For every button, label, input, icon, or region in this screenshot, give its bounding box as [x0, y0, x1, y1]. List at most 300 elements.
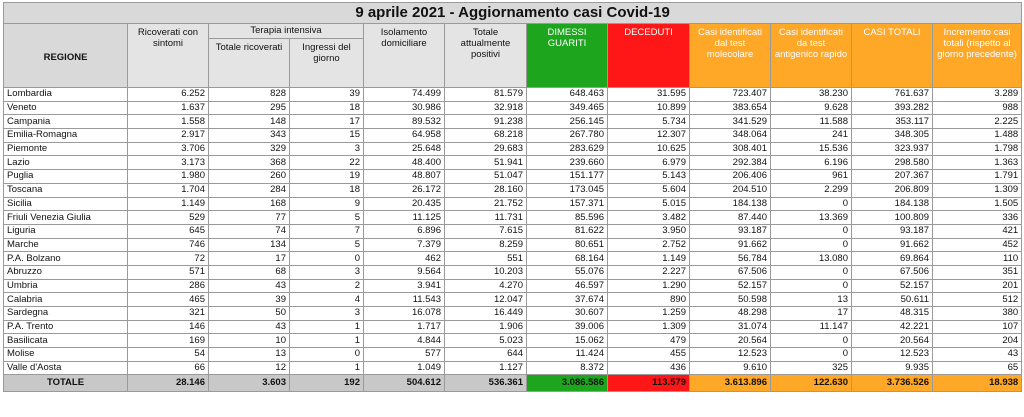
- value-cell: 11.543: [364, 293, 445, 307]
- value-cell: 988: [933, 101, 1022, 115]
- value-cell: 6.252: [128, 88, 209, 102]
- value-cell: 341.529: [690, 115, 771, 129]
- table-row: [4, 197, 1022, 211]
- region-cell: Puglia: [4, 170, 128, 184]
- value-cell: 343: [209, 129, 290, 143]
- value-cell: 746: [128, 238, 209, 252]
- value-cell: 1.127: [445, 361, 527, 375]
- value-cell: 571: [128, 265, 209, 279]
- value-cell: 551: [445, 252, 527, 266]
- value-cell: 28.160: [445, 183, 527, 197]
- value-cell: 0: [290, 348, 364, 362]
- value-cell: 55.076: [527, 265, 608, 279]
- value-cell: 1.717: [364, 320, 445, 334]
- value-cell: 51.047: [445, 170, 527, 184]
- value-cell: 9.628: [771, 101, 852, 115]
- value-cell: 64.958: [364, 129, 445, 143]
- value-cell: 157.371: [527, 197, 608, 211]
- col-header-isolamento: Isolamento domiciliare: [364, 24, 445, 88]
- table-row: [4, 183, 1022, 197]
- value-cell: 0: [771, 279, 852, 293]
- value-cell: 29.683: [445, 142, 527, 156]
- value-cell: 21.752: [445, 197, 527, 211]
- value-cell: 89.532: [364, 115, 445, 129]
- value-cell: 6.196: [771, 156, 852, 170]
- value-cell: 1.259: [608, 307, 690, 321]
- value-cell: 68: [209, 265, 290, 279]
- value-cell: 18: [290, 183, 364, 197]
- value-cell: 74.499: [364, 88, 445, 102]
- value-cell: 12: [209, 361, 290, 375]
- value-cell: 349.465: [527, 101, 608, 115]
- col-header-incremento: Incremento casi totali (rispetto al giorno precedente): [933, 24, 1022, 88]
- col-header-casi-totali: CASI TOTALI: [852, 24, 933, 88]
- table-row: [4, 320, 1022, 334]
- value-cell: 239.660: [527, 156, 608, 170]
- value-cell: 295: [209, 101, 290, 115]
- region-cell: Umbria: [4, 279, 128, 293]
- value-cell: 7.615: [445, 224, 527, 238]
- value-cell: 5.015: [608, 197, 690, 211]
- table-row: [4, 265, 1022, 279]
- value-cell: 30.986: [364, 101, 445, 115]
- value-cell: 15.536: [771, 142, 852, 156]
- region-cell: Piemonte: [4, 142, 128, 156]
- value-cell: 100.809: [852, 211, 933, 225]
- value-cell: 81.579: [445, 88, 527, 102]
- col-header-ricoverati: Ricoverati con sintomi: [128, 24, 209, 88]
- value-cell: 91.662: [690, 238, 771, 252]
- value-cell: 91.238: [445, 115, 527, 129]
- value-cell: 50.598: [690, 293, 771, 307]
- value-cell: 1: [290, 361, 364, 375]
- table-row: [4, 88, 1022, 102]
- value-cell: 1.791: [933, 170, 1022, 184]
- value-cell: 146: [128, 320, 209, 334]
- value-cell: 4.844: [364, 334, 445, 348]
- value-cell: 20.564: [690, 334, 771, 348]
- value-cell: 50: [209, 307, 290, 321]
- region-cell: Basilicata: [4, 334, 128, 348]
- value-cell: 3: [290, 142, 364, 156]
- value-cell: 2.752: [608, 238, 690, 252]
- value-cell: 5.604: [608, 183, 690, 197]
- value-cell: 67.506: [852, 265, 933, 279]
- region-cell: Veneto: [4, 101, 128, 115]
- value-cell: 67.506: [690, 265, 771, 279]
- region-cell: Campania: [4, 115, 128, 129]
- value-cell: 0: [771, 348, 852, 362]
- value-cell: 39: [209, 293, 290, 307]
- value-cell: 380: [933, 307, 1022, 321]
- value-cell: 761.637: [852, 88, 933, 102]
- table-row: [4, 101, 1022, 115]
- value-cell: 10.203: [445, 265, 527, 279]
- value-cell: 645: [128, 224, 209, 238]
- value-cell: 93.187: [852, 224, 933, 238]
- value-cell: 0: [771, 197, 852, 211]
- value-cell: 368: [209, 156, 290, 170]
- value-cell: 16.078: [364, 307, 445, 321]
- value-cell: 421: [933, 224, 1022, 238]
- value-cell: 1.363: [933, 156, 1022, 170]
- value-cell: 961: [771, 170, 852, 184]
- value-cell: 2.917: [128, 129, 209, 143]
- value-cell: 828: [209, 88, 290, 102]
- value-cell: 1.558: [128, 115, 209, 129]
- value-cell: 10: [209, 334, 290, 348]
- value-cell: 68.218: [445, 129, 527, 143]
- value-cell: 3.289: [933, 88, 1022, 102]
- value-cell: 169: [128, 334, 209, 348]
- page-title: 9 aprile 2021 - Aggiornamento casi Covid-19: [4, 3, 1022, 24]
- region-cell: Sicilia: [4, 197, 128, 211]
- value-cell: 452: [933, 238, 1022, 252]
- value-cell: 69.864: [852, 252, 933, 266]
- value-cell: 31.595: [608, 88, 690, 102]
- value-cell: 529: [128, 211, 209, 225]
- region-cell: Marche: [4, 238, 128, 252]
- value-cell: 577: [364, 348, 445, 362]
- value-cell: 80.651: [527, 238, 608, 252]
- col-header-antigenico: Casi identificati da test antigenico rapido: [771, 24, 852, 88]
- value-cell: 351: [933, 265, 1022, 279]
- value-cell: 3.086.586: [527, 375, 608, 392]
- table-row: [4, 156, 1022, 170]
- value-cell: 28.146: [128, 375, 209, 392]
- value-cell: 18.938: [933, 375, 1022, 392]
- value-cell: 1.637: [128, 101, 209, 115]
- value-cell: 9.564: [364, 265, 445, 279]
- value-cell: 1.906: [445, 320, 527, 334]
- value-cell: 353.117: [852, 115, 933, 129]
- value-cell: 122.630: [771, 375, 852, 392]
- value-cell: 11.424: [527, 348, 608, 362]
- value-cell: 336: [933, 211, 1022, 225]
- value-cell: 39.006: [527, 320, 608, 334]
- value-cell: 204: [933, 334, 1022, 348]
- value-cell: 6.979: [608, 156, 690, 170]
- value-cell: 393.282: [852, 101, 933, 115]
- value-cell: 260: [209, 170, 290, 184]
- region-cell: Valle d'Aosta: [4, 361, 128, 375]
- value-cell: 77: [209, 211, 290, 225]
- value-cell: 0: [771, 238, 852, 252]
- value-cell: 50.611: [852, 293, 933, 307]
- value-cell: 286: [128, 279, 209, 293]
- value-cell: 134: [209, 238, 290, 252]
- region-cell: Calabria: [4, 293, 128, 307]
- value-cell: 43: [209, 279, 290, 293]
- col-header-ingressi: Ingressi del giorno: [290, 39, 364, 88]
- value-cell: 17: [209, 252, 290, 266]
- value-cell: 17: [290, 115, 364, 129]
- value-cell: 151.177: [527, 170, 608, 184]
- value-cell: 465: [128, 293, 209, 307]
- value-cell: 107: [933, 320, 1022, 334]
- region-cell: Toscana: [4, 183, 128, 197]
- value-cell: 68.164: [527, 252, 608, 266]
- value-cell: 284: [209, 183, 290, 197]
- value-cell: 17: [771, 307, 852, 321]
- value-cell: 52.157: [690, 279, 771, 293]
- value-cell: 91.662: [852, 238, 933, 252]
- value-cell: 42.221: [852, 320, 933, 334]
- value-cell: 148: [209, 115, 290, 129]
- value-cell: 241: [771, 129, 852, 143]
- value-cell: 72: [128, 252, 209, 266]
- value-cell: 504.612: [364, 375, 445, 392]
- value-cell: 308.401: [690, 142, 771, 156]
- value-cell: 1.309: [933, 183, 1022, 197]
- value-cell: 5.734: [608, 115, 690, 129]
- region-cell: P.A. Trento: [4, 320, 128, 334]
- value-cell: 48.315: [852, 307, 933, 321]
- region-cell: Liguria: [4, 224, 128, 238]
- covid-table: [3, 2, 1022, 392]
- value-cell: 110: [933, 252, 1022, 266]
- value-cell: 6.896: [364, 224, 445, 238]
- value-cell: 192: [290, 375, 364, 392]
- value-cell: 7.379: [364, 238, 445, 252]
- value-cell: 0: [771, 265, 852, 279]
- value-cell: 3.736.526: [852, 375, 933, 392]
- value-cell: 1.488: [933, 129, 1022, 143]
- value-cell: 19: [290, 170, 364, 184]
- value-cell: 15: [290, 129, 364, 143]
- value-cell: 12.307: [608, 129, 690, 143]
- table-row: [4, 224, 1022, 238]
- col-header-positivi: Totale attualmente positivi: [445, 24, 527, 88]
- value-cell: 0: [290, 252, 364, 266]
- value-cell: 3.613.896: [690, 375, 771, 392]
- value-cell: 9.935: [852, 361, 933, 375]
- value-cell: 37.674: [527, 293, 608, 307]
- value-cell: 51.941: [445, 156, 527, 170]
- value-cell: 18: [290, 101, 364, 115]
- value-cell: 283.629: [527, 142, 608, 156]
- value-cell: 2.225: [933, 115, 1022, 129]
- col-header-terapia-intensiva: Terapia intensiva: [209, 24, 364, 39]
- value-cell: 5.023: [445, 334, 527, 348]
- region-cell: Emilia-Romagna: [4, 129, 128, 143]
- value-cell: 12.523: [852, 348, 933, 362]
- value-cell: 39: [290, 88, 364, 102]
- value-cell: 10.625: [608, 142, 690, 156]
- value-cell: 1.149: [608, 252, 690, 266]
- value-cell: 3: [290, 307, 364, 321]
- value-cell: 12.047: [445, 293, 527, 307]
- value-cell: 7: [290, 224, 364, 238]
- value-cell: 65: [933, 361, 1022, 375]
- value-cell: 11.731: [445, 211, 527, 225]
- value-cell: 9: [290, 197, 364, 211]
- value-cell: 204.510: [690, 183, 771, 197]
- col-header-dimessi: DIMESSI GUARITI: [527, 24, 608, 88]
- value-cell: 3.941: [364, 279, 445, 293]
- region-cell: P.A. Bolzano: [4, 252, 128, 266]
- table-row: [4, 142, 1022, 156]
- value-cell: 644: [445, 348, 527, 362]
- value-cell: 462: [364, 252, 445, 266]
- value-cell: 321: [128, 307, 209, 321]
- table-row: [4, 170, 1022, 184]
- value-cell: 173.045: [527, 183, 608, 197]
- table-row: [4, 252, 1022, 266]
- value-cell: 66: [128, 361, 209, 375]
- value-cell: 168: [209, 197, 290, 211]
- table-row: [4, 293, 1022, 307]
- value-cell: 9.610: [690, 361, 771, 375]
- value-cell: 184.138: [690, 197, 771, 211]
- value-cell: 13.080: [771, 252, 852, 266]
- value-cell: 113.579: [608, 375, 690, 392]
- value-cell: 3.173: [128, 156, 209, 170]
- value-cell: 0: [771, 224, 852, 238]
- value-cell: 5: [290, 238, 364, 252]
- table-row: [4, 279, 1022, 293]
- value-cell: 298.580: [852, 156, 933, 170]
- value-cell: 10.899: [608, 101, 690, 115]
- value-cell: 3.706: [128, 142, 209, 156]
- value-cell: 32.918: [445, 101, 527, 115]
- col-header-totale-ricoverati: Totale ricoverati: [209, 39, 290, 88]
- value-cell: 20.564: [852, 334, 933, 348]
- value-cell: 12.523: [690, 348, 771, 362]
- region-cell: Lombardia: [4, 88, 128, 102]
- value-cell: 0: [771, 334, 852, 348]
- value-cell: 1.704: [128, 183, 209, 197]
- col-header-deceduti: DECEDUTI: [608, 24, 690, 88]
- value-cell: 11.147: [771, 320, 852, 334]
- value-cell: 256.145: [527, 115, 608, 129]
- value-cell: 4.270: [445, 279, 527, 293]
- value-cell: 85.596: [527, 211, 608, 225]
- value-cell: 52.157: [852, 279, 933, 293]
- value-cell: 348.064: [690, 129, 771, 143]
- table-row: [4, 334, 1022, 348]
- value-cell: 383.654: [690, 101, 771, 115]
- value-cell: 325: [771, 361, 852, 375]
- value-cell: 11.588: [771, 115, 852, 129]
- value-cell: 13: [771, 293, 852, 307]
- col-header-regione: REGIONE: [4, 24, 128, 88]
- value-cell: 48.298: [690, 307, 771, 321]
- value-cell: 4: [290, 293, 364, 307]
- value-cell: 25.648: [364, 142, 445, 156]
- value-cell: 74: [209, 224, 290, 238]
- value-cell: 11.125: [364, 211, 445, 225]
- value-cell: 1.505: [933, 197, 1022, 211]
- region-cell: Lazio: [4, 156, 128, 170]
- value-cell: 184.138: [852, 197, 933, 211]
- value-cell: 3.603: [209, 375, 290, 392]
- value-cell: 2: [290, 279, 364, 293]
- table-row: [4, 211, 1022, 225]
- col-header-molecolare: Casi identificati dal test molecolare: [690, 24, 771, 88]
- value-cell: 31.074: [690, 320, 771, 334]
- totale-label: TOTALE: [4, 375, 128, 392]
- value-cell: 93.187: [690, 224, 771, 238]
- value-cell: 48.807: [364, 170, 445, 184]
- value-cell: 46.597: [527, 279, 608, 293]
- value-cell: 48.400: [364, 156, 445, 170]
- value-cell: 479: [608, 334, 690, 348]
- value-cell: 1.149: [128, 197, 209, 211]
- table-row: [4, 348, 1022, 362]
- table-row: [4, 307, 1022, 321]
- value-cell: 648.463: [527, 88, 608, 102]
- value-cell: 3.482: [608, 211, 690, 225]
- value-cell: 323.937: [852, 142, 933, 156]
- value-cell: 13: [209, 348, 290, 362]
- value-cell: 8.259: [445, 238, 527, 252]
- region-cell: Abruzzo: [4, 265, 128, 279]
- value-cell: 87.440: [690, 211, 771, 225]
- value-cell: 267.780: [527, 129, 608, 143]
- value-cell: 8.372: [527, 361, 608, 375]
- value-cell: 723.407: [690, 88, 771, 102]
- value-cell: 13.369: [771, 211, 852, 225]
- value-cell: 536.361: [445, 375, 527, 392]
- table-row: [4, 115, 1022, 129]
- value-cell: 16.449: [445, 307, 527, 321]
- table-row: [4, 238, 1022, 252]
- value-cell: 81.622: [527, 224, 608, 238]
- value-cell: 206.809: [852, 183, 933, 197]
- value-cell: 2.299: [771, 183, 852, 197]
- value-cell: 5: [290, 211, 364, 225]
- value-cell: 206.406: [690, 170, 771, 184]
- value-cell: 20.435: [364, 197, 445, 211]
- value-cell: 1.290: [608, 279, 690, 293]
- value-cell: 3.950: [608, 224, 690, 238]
- value-cell: 1: [290, 320, 364, 334]
- region-cell: Sardegna: [4, 307, 128, 321]
- value-cell: 292.384: [690, 156, 771, 170]
- value-cell: 30.607: [527, 307, 608, 321]
- value-cell: 348.305: [852, 129, 933, 143]
- value-cell: 1.049: [364, 361, 445, 375]
- value-cell: 3: [290, 265, 364, 279]
- region-cell: Friuli Venezia Giulia: [4, 211, 128, 225]
- value-cell: 1.309: [608, 320, 690, 334]
- value-cell: 1.980: [128, 170, 209, 184]
- value-cell: 43: [209, 320, 290, 334]
- value-cell: 890: [608, 293, 690, 307]
- value-cell: 436: [608, 361, 690, 375]
- value-cell: 56.784: [690, 252, 771, 266]
- value-cell: 512: [933, 293, 1022, 307]
- region-cell: Molise: [4, 348, 128, 362]
- value-cell: 329: [209, 142, 290, 156]
- table-row: [4, 129, 1022, 143]
- value-cell: 1: [290, 334, 364, 348]
- value-cell: 1.798: [933, 142, 1022, 156]
- totale-row: [4, 375, 1022, 392]
- table-row: [4, 361, 1022, 375]
- value-cell: 26.172: [364, 183, 445, 197]
- value-cell: 38.230: [771, 88, 852, 102]
- value-cell: 22: [290, 156, 364, 170]
- value-cell: 5.143: [608, 170, 690, 184]
- value-cell: 455: [608, 348, 690, 362]
- value-cell: 207.367: [852, 170, 933, 184]
- value-cell: 15.062: [527, 334, 608, 348]
- value-cell: 2.227: [608, 265, 690, 279]
- value-cell: 43: [933, 348, 1022, 362]
- value-cell: 54: [128, 348, 209, 362]
